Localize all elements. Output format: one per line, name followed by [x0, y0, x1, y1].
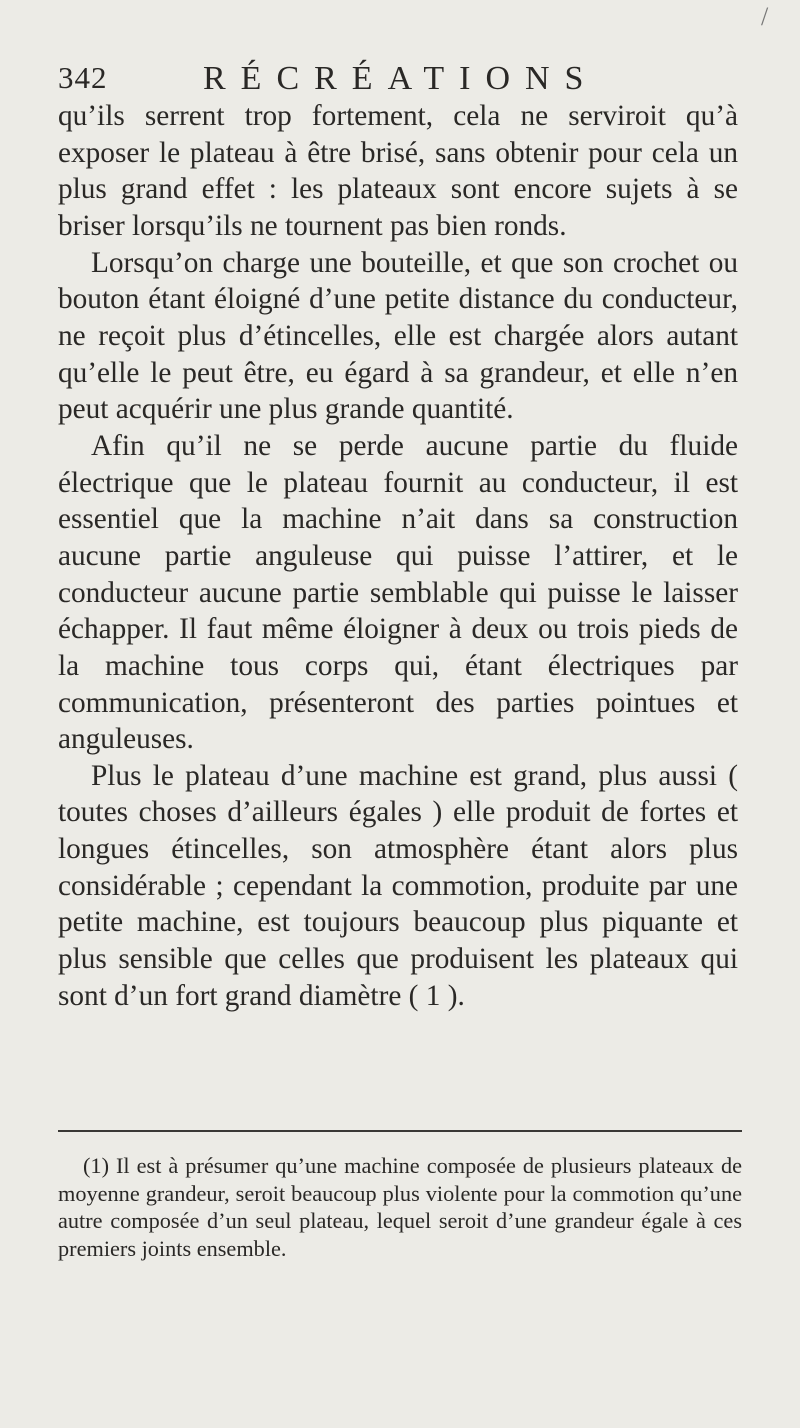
- paragraph-bouteille: Lorsqu’on charge une bouteille, et que son crochet ou bouton étant éloigné d’une petite distance du conducteur, ne reçoit plus d’étincelles, elle est chargée alors autant qu’elle le peut être, eu égard à sa grandeur, et elle n’en peut acquérir une plus grande quantité.: [58, 246, 738, 426]
- corner-mark: /: [761, 2, 769, 31]
- paragraph-plateau: Plus le plateau d’une machine est grand, plus aussi ( toutes choses d’ailleurs égales ) elle produit de fortes et longues étincelles, son atmosphère étant alors plus considérable ; cependant la commotion, produite par une petite machine, est toujours beaucoup plus piquante et plus sensible que celles que produisent les plateaux qui sont d’un fort grand diamètre ( 1 ).: [58, 759, 738, 1012]
- paragraph-continued: qu’ils serrent trop fortement, cela ne serviroit qu’à exposer le plateau à être brisé, sans obtenir pour cela un plus grand effet : les plateaux sont encore sujets à se briser lorsqu’ils ne tournent pas bien ronds.: [58, 100, 738, 242]
- page-number: 342: [58, 60, 108, 95]
- footnote: (1) Il est à présumer qu’une machine composée de plusieurs plateaux de moyenne grandeur, seroit beaucoup plus violente pour la commotion qu’une autre composée d’un seul plateau, lequel seroit d’une grandeur égale à ces premiers joints ensemble.: [58, 1153, 742, 1261]
- body-text: [58, 98, 738, 1014]
- footnote-rule: [58, 1130, 742, 1132]
- running-title: RÉCRÉATIONS: [203, 60, 599, 97]
- paragraph-fluide: Afin qu’il ne se perde aucune partie du fluide électrique que le plateau fournit au conducteur, il est essentiel que la machine n’ait dans sa construction aucune partie anguleuse qui puisse l’attirer, et le conducteur aucune partie semblable qui puisse le laisser échapper. Il faut même éloigner à deux ou trois pieds de la machine tous corps qui, étant électriques par communication, présenteront des parties pointues et anguleuses.: [58, 429, 738, 756]
